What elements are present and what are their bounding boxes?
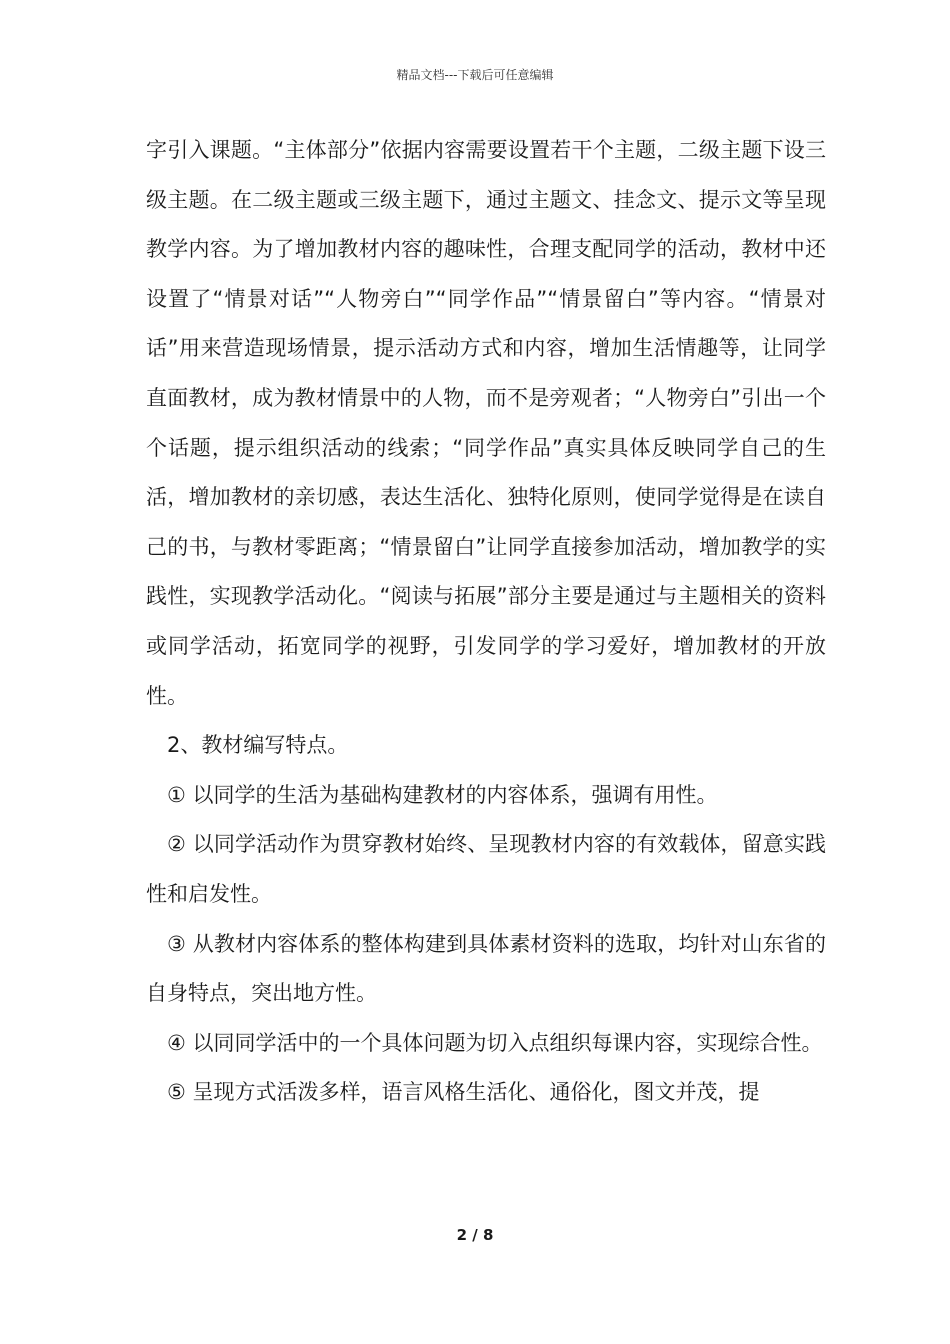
section-heading-2: 2、教材编写特点。 [167, 733, 349, 758]
body-paragraph-1: 字引入课题。“主体部分”依据内容需要设置若干个主题，二级主题下设三级主题。在二级主题或三级主题下，通过主题文、挂念文、提示文等呈现教学内容。为了增加教材内容的趣味性，合理支配同学的活动，教材中还设置了“情景对话”“人物旁白”“同学作品”“情景留白”等内容。“情景对话”用来营造现场情景，提示活动方式和内容，增加生活情趣等，让同学直面教材，成为教材情景中的人物，而不是旁观者；“人物旁白”引出一个个话题，提示组织活动的线索；“同学作品”真实具体反映同学自己的生活，增加教材的亲切感，表达生活化、独特化原则，使同学觉得是在读自己的书，与教材零距离；“情景留白”让同学直接参加活动，增加教学的实践性，实现教学活动化。“阅读与拓展”部分主要是通过与主题相关的资料或同学活动，拓宽同学的视野，引发同学的学习爱好，增加教材的开放性。 [146, 138, 826, 708]
document-body [146, 126, 826, 1118]
page-header: 精品文档---下载后可任意编辑 [396, 68, 554, 82]
list-item-5: ⑤ 呈现方式活泼多样，语言风格生活化、通俗化，图文并茂，提 [167, 1080, 760, 1105]
list-item-2: ② 以同学活动作为贯穿教材始终、呈现教材内容的有效载体，留意实践性和启发性。 [146, 832, 826, 906]
page-number: 2 / 8 [456, 1226, 494, 1244]
list-item-1: ① 以同学的生活为基础构建教材的内容体系，强调有用性。 [167, 782, 718, 807]
list-item-3: ③ 从教材内容体系的整体构建到具体素材资料的选取，均针对山东省的自身特点，突出地方性。 [146, 931, 826, 1006]
list-item-4: ④ 以同同学活中的一个具体问题为切入点组织每课内容，实现综合性。 [167, 1030, 823, 1055]
